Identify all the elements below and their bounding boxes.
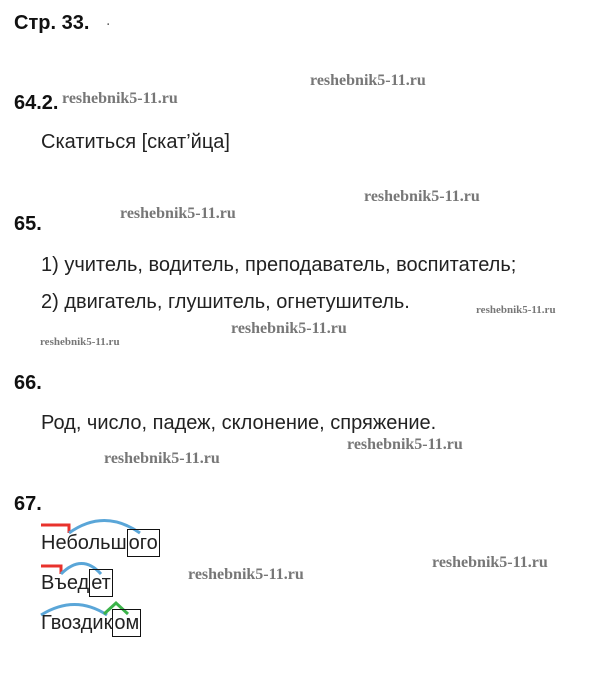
word-stem: Въед: [41, 572, 90, 594]
word-drive-in: [41, 569, 113, 597]
watermark: reshebnik5-11.ru: [310, 72, 426, 89]
watermark: reshebnik5-11.ru: [104, 450, 220, 467]
word-stem: Гвоздик: [41, 612, 113, 634]
watermark: reshebnik5-11.ru: [231, 320, 347, 337]
watermark: reshebnik5-11.ru: [364, 188, 480, 205]
ending-box: ет: [89, 569, 113, 597]
watermark: reshebnik5-11.ru: [188, 566, 304, 583]
exercise-number: 66.: [14, 372, 42, 394]
word-small: [41, 529, 160, 557]
watermark: reshebnik5-11.ru: [432, 554, 548, 571]
exercise-number: 67.: [14, 493, 42, 515]
exercise-text: Скатиться [скат’йца]: [41, 131, 230, 153]
ending-box: ом: [112, 609, 141, 637]
exercise-text: Род, число, падеж, склонение, спряжение.: [41, 412, 437, 434]
watermark: reshebnik5-11.ru: [347, 436, 463, 453]
answer-line-2: 2) двигатель, глушитель, огнетушитель.: [41, 291, 410, 313]
page-header-dot: .: [106, 12, 111, 29]
exercise-number: 64.2.: [14, 92, 59, 114]
word-stem: Небольш: [41, 532, 127, 554]
ending-box: ого: [127, 529, 160, 557]
answer-line-1: 1) учитель, водитель, преподаватель, воспитатель;: [41, 254, 517, 276]
watermark: reshebnik5-11.ru: [62, 90, 178, 107]
exercise-number: 65.: [14, 213, 42, 235]
watermark: reshebnik5-11.ru: [120, 205, 236, 222]
watermark: reshebnik5-11.ru: [40, 336, 120, 348]
word-carnation: [41, 609, 141, 637]
page-header: Стр. 33.: [14, 12, 90, 34]
watermark: reshebnik5-11.ru: [476, 304, 556, 316]
